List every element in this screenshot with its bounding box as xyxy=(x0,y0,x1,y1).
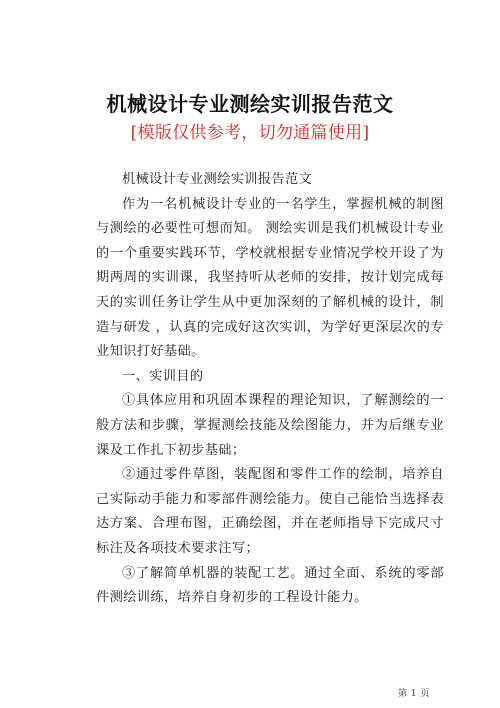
body-heading: 机械设计专业测绘实训报告范文 xyxy=(122,172,313,187)
objective-item-3: ③了解简单机器的装配工艺。通过全面、系统的零部件测绘训练，培养自身初步的工程设计能力。 xyxy=(96,565,444,606)
objective-item-2: ②通过零件草图，装配图和零件工作的绘制，培养自己实际动手能力和零部件测绘能力。使自己能恰当选择表达方案、合理布图，正确绘图，并在老师指导下完成尺寸标注及各项技术要求注写； xyxy=(96,467,444,556)
document-body xyxy=(96,168,444,611)
section-heading: 一、实训目的 xyxy=(122,368,204,384)
document-title: 机械设计专业测绘实训报告范文 xyxy=(106,92,394,116)
objective-item-1: ①具体应用和巩固本课程的理论知识，了解测绘的一般方法和步骤，掌握测绘技能及绘图能力，并为后继专业课及工作扎下初步基础； xyxy=(96,393,444,458)
intro-paragraph: 作为一名机械设计专业的一名学生，掌握机械的制图与测绘的必要性可想而知。 测绘实训是我们机械设计专业的一个重要实践环节，学校就根据专业情况学校开设了为期两周的实训课，我坚持听从老师的安排，按计划完成每天的实训任务让学生从中更加深刻的了解机械的设计，制造与研发 ，认真的完成好这次实训，为学好更深层次的专业知识打好基础。 xyxy=(96,196,444,360)
document-subtitle: [模版仅供参考，切勿通篇使用] xyxy=(130,123,370,143)
page-number: 第 1 页 xyxy=(398,689,430,699)
